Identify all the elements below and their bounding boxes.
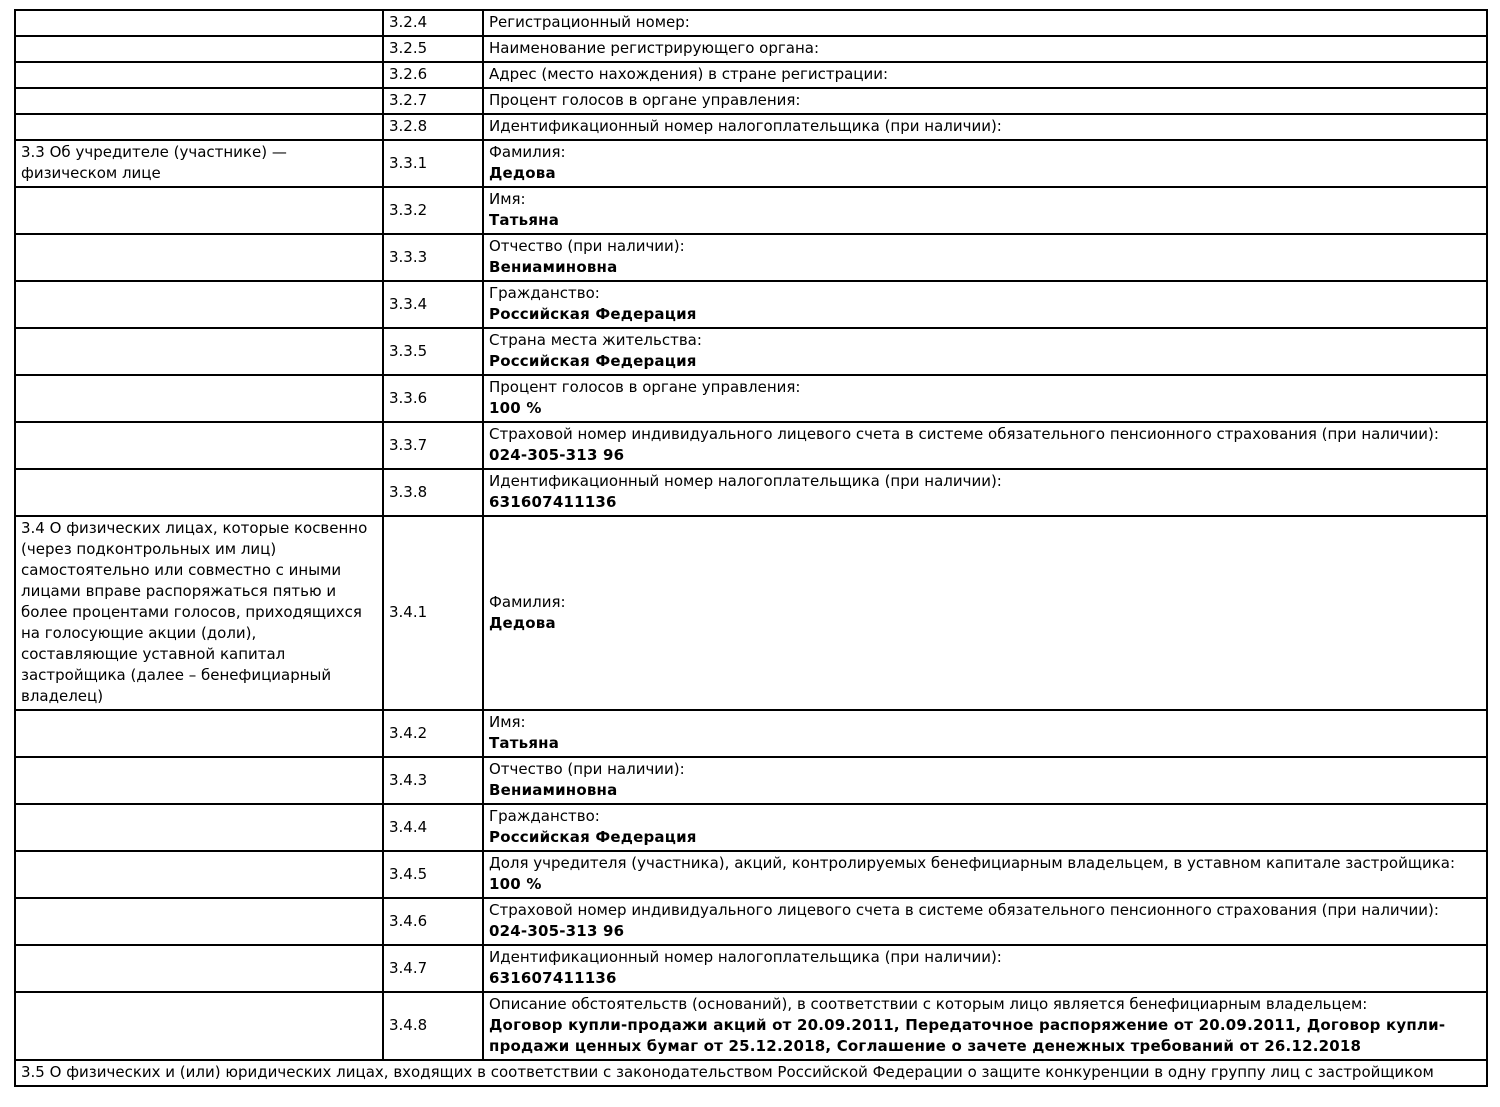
table-row [15, 851, 1487, 898]
item-number: 3.4.6 [389, 911, 428, 930]
field-value: 024-305-313 96 [489, 922, 625, 940]
item-number-cell [383, 281, 483, 328]
table-row [15, 36, 1487, 62]
item-number: 3.3.1 [389, 153, 428, 172]
table-row [15, 62, 1487, 88]
item-number: 3.2.5 [389, 39, 428, 57]
field-label: Идентификационный номер налогоплательщика (при наличии): [489, 117, 1002, 135]
field-label: Страна места жительства: [489, 331, 702, 349]
section-title-cell [15, 757, 383, 804]
table-row [15, 992, 1487, 1060]
table-row [15, 898, 1487, 945]
section-title-cell [15, 422, 383, 469]
field-cell [483, 945, 1487, 992]
section-title-cell [15, 992, 383, 1060]
table-row [15, 945, 1487, 992]
section-title-cell [15, 516, 383, 710]
item-number: 3.3.6 [389, 388, 428, 407]
section-title-cell [15, 62, 383, 88]
item-number: 3.4.4 [389, 817, 428, 836]
item-number-cell [383, 945, 483, 992]
field-label: Адрес (место нахождения) в стране регистрации: [489, 65, 889, 83]
field-label: Страховой номер индивидуального лицевого счета в системе обязательного пенсионного страхования (при наличии): [489, 425, 1439, 443]
item-number-cell [383, 140, 483, 187]
field-label: Доля учредителя (участника), акций, контролируемых бенефициарным владельцем, в уставном капитале застройщика: [489, 854, 1456, 872]
field-label: Регистрационный номер: [489, 13, 690, 31]
field-value: 100 % [489, 875, 542, 893]
item-number-cell [383, 804, 483, 851]
field-cell [483, 36, 1487, 62]
field-cell [483, 804, 1487, 851]
table-row [15, 114, 1487, 140]
field-label: Фамилия: [489, 143, 566, 161]
field-value: 100 % [489, 399, 542, 417]
field-label: Идентификационный номер налогоплательщика (при наличии): [489, 948, 1002, 966]
field-cell [483, 898, 1487, 945]
item-number: 3.3.7 [389, 435, 428, 454]
section-title-cell [15, 36, 383, 62]
item-number: 3.3.2 [389, 200, 428, 219]
field-value: Российская Федерация [489, 305, 697, 323]
table-row [15, 516, 1487, 710]
table-row [15, 422, 1487, 469]
section-title-cell [15, 88, 383, 114]
item-number-cell [383, 88, 483, 114]
field-cell [483, 281, 1487, 328]
field-value: Вениаминовна [489, 781, 618, 799]
field-value: Татьяна [489, 211, 560, 229]
section-title-cell [15, 898, 383, 945]
item-number-cell [383, 469, 483, 516]
field-label: Имя: [489, 713, 526, 731]
field-cell [483, 710, 1487, 757]
field-label: Фамилия: [489, 592, 566, 611]
field-cell [483, 88, 1487, 114]
table-row [15, 234, 1487, 281]
field-cell [483, 375, 1487, 422]
field-cell [483, 851, 1487, 898]
field-label: Процент голосов в органе управления: [489, 91, 801, 109]
field-cell [483, 62, 1487, 88]
section-title-cell [15, 851, 383, 898]
field-cell [483, 140, 1487, 187]
item-number: 3.4.8 [389, 1016, 428, 1034]
item-number: 3.2.4 [389, 13, 428, 31]
field-value: Татьяна [489, 734, 560, 752]
field-value: 024-305-313 96 [489, 446, 625, 464]
table-row [15, 140, 1487, 187]
item-number-cell [383, 422, 483, 469]
field-cell [483, 234, 1487, 281]
field-label: Описание обстоятельств (оснований), в соответствии с которым лицо является бенефициарным владельцем: [489, 995, 1368, 1013]
table-row [15, 757, 1487, 804]
item-number: 3.2.7 [389, 91, 428, 109]
table-row [15, 710, 1487, 757]
table-row [15, 10, 1487, 36]
field-cell [483, 328, 1487, 375]
section-title-cell [15, 804, 383, 851]
item-number: 3.2.6 [389, 65, 428, 83]
field-value: 631607411136 [489, 969, 617, 987]
section-title: 3.4 О физических лицах, которые косвенно (через подконтрольных им лиц) самостоятельно или совместно с иными лицами вправе распоряжаться пятью и более процентами голосов, приходящихся на голосующие акции (доли), составляющие уставной капитал застройщика (далее – бенефициарный владелец) [21, 519, 368, 705]
field-value: Российская Федерация [489, 352, 697, 370]
item-number-cell [383, 10, 483, 36]
section-title-cell [15, 469, 383, 516]
item-number: 3.2.8 [389, 117, 428, 135]
item-number-cell [383, 62, 483, 88]
field-cell [483, 10, 1487, 36]
table-row [15, 88, 1487, 114]
field-label: Гражданство: [489, 807, 600, 825]
item-number-cell [383, 992, 483, 1060]
item-number: 3.4.3 [389, 770, 428, 789]
section-title-cell [15, 328, 383, 375]
item-number-cell [383, 710, 483, 757]
section-title-cell [15, 234, 383, 281]
field-cell [483, 516, 1487, 710]
field-value: Российская Федерация [489, 828, 697, 846]
table-row [15, 469, 1487, 516]
item-number: 3.3.5 [389, 341, 428, 360]
field-cell [483, 422, 1487, 469]
section-title-cell [15, 140, 383, 187]
field-cell [483, 992, 1487, 1060]
field-label: Отчество (при наличии): [489, 760, 685, 778]
section-title-cell [15, 281, 383, 328]
section-title: 3.3 Об учредителе (участнике) — физическом лице [21, 143, 287, 182]
table-row [15, 281, 1487, 328]
item-number-cell [383, 187, 483, 234]
section-title-cell [15, 187, 383, 234]
table-row [15, 187, 1487, 234]
field-value: Дедова [489, 164, 556, 182]
table-row-section-3-5 [15, 1060, 1487, 1086]
item-number: 3.4.1 [389, 603, 428, 621]
field-label: Наименование регистрирующего органа: [489, 39, 819, 57]
field-label: Страховой номер индивидуального лицевого счета в системе обязательного пенсионного страхования (при наличии): [489, 901, 1439, 919]
item-number-cell [383, 36, 483, 62]
section-title-cell [15, 375, 383, 422]
declaration-table [14, 9, 1488, 1087]
item-number-cell [383, 516, 483, 710]
section-title-cell [15, 945, 383, 992]
item-number: 3.3.4 [389, 294, 428, 313]
item-number: 3.3.3 [389, 247, 428, 266]
section-title-cell [15, 10, 383, 36]
field-value: Договор купли-продажи акций от 20.09.2011, Передаточное распоряжение от 20.09.2011, Договор купли-продажи ценных бумаг от 25.12.2018, Соглашение о зачете денежных требований от 26.12.2018 [489, 1016, 1446, 1055]
section-title-cell [15, 710, 383, 757]
item-number-cell [383, 375, 483, 422]
field-label: Процент голосов в органе управления: [489, 378, 801, 396]
section-title-cell [15, 114, 383, 140]
field-value: Вениаминовна [489, 258, 618, 276]
item-number-cell [383, 234, 483, 281]
field-cell [483, 757, 1487, 804]
field-cell [483, 469, 1487, 516]
field-label: Идентификационный номер налогоплательщика (при наличии): [489, 472, 1002, 490]
table-row [15, 328, 1487, 375]
item-number-cell [383, 851, 483, 898]
section-3-5-heading: 3.5 О физических и (или) юридических лицах, входящих в соответствии с законодательством Российской Федерации о защите конкуренции в одну группу лиц с застройщиком [15, 1060, 1487, 1086]
field-value: Дедова [489, 613, 556, 632]
item-number-cell [383, 757, 483, 804]
item-number-cell [383, 898, 483, 945]
field-cell [483, 187, 1487, 234]
item-number-cell [383, 328, 483, 375]
field-label: Имя: [489, 190, 526, 208]
table-row [15, 804, 1487, 851]
item-number: 3.3.8 [389, 482, 428, 501]
field-label: Гражданство: [489, 284, 600, 302]
field-cell [483, 114, 1487, 140]
item-number-cell [383, 114, 483, 140]
item-number: 3.4.5 [389, 864, 428, 883]
item-number: 3.4.7 [389, 958, 428, 977]
table-row [15, 375, 1487, 422]
field-value: 631607411136 [489, 493, 617, 511]
field-label: Отчество (при наличии): [489, 237, 685, 255]
item-number: 3.4.2 [389, 723, 428, 742]
